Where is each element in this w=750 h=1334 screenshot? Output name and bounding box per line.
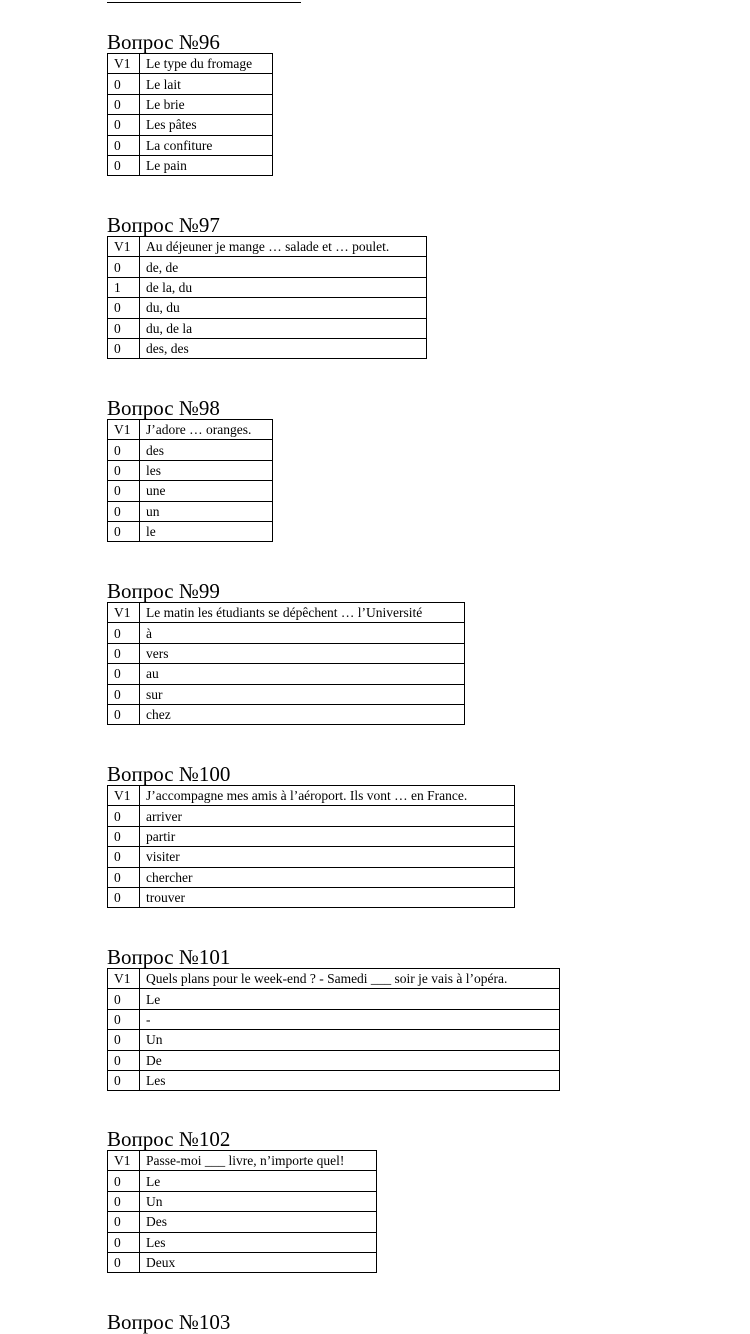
table-row xyxy=(108,74,273,94)
table-cell: 0 xyxy=(108,826,140,846)
table-cell: Le matin les étudiants se dépêchent … l’Université xyxy=(140,603,465,623)
table-cell: 0 xyxy=(108,298,140,318)
table-row xyxy=(108,1171,377,1191)
table-cell: 0 xyxy=(108,94,140,114)
table-header-row xyxy=(108,603,465,623)
table-cell: Un xyxy=(140,1191,377,1211)
table-cell: Un xyxy=(140,1030,560,1050)
table-row xyxy=(108,155,273,175)
table-cell: sur xyxy=(140,684,465,704)
question-101 xyxy=(107,946,560,1091)
table-cell: le xyxy=(140,521,273,541)
table-cell: visiter xyxy=(140,847,515,867)
table-cell: de, de xyxy=(140,257,427,277)
table-row xyxy=(108,826,515,846)
table-cell: La confiture xyxy=(140,135,273,155)
table-cell: 0 xyxy=(108,1191,140,1211)
table-cell: Passe-moi ___ livre, n’importe quel! xyxy=(140,1151,377,1171)
question-100 xyxy=(107,763,515,908)
table-cell: 0 xyxy=(108,135,140,155)
table-cell: J’adore … oranges. xyxy=(140,420,273,440)
table-cell: Le brie xyxy=(140,94,273,114)
question-102 xyxy=(107,1128,377,1273)
answer-table xyxy=(107,1150,377,1273)
table-row xyxy=(108,1252,377,1272)
table-row xyxy=(108,521,273,541)
table-cell: De xyxy=(140,1050,560,1070)
table-cell: 0 xyxy=(108,1070,140,1090)
table-row xyxy=(108,501,273,521)
table-cell: Le xyxy=(140,1171,377,1191)
table-cell: 0 xyxy=(108,806,140,826)
top-rule xyxy=(107,0,301,3)
table-cell: 0 xyxy=(108,440,140,460)
table-cell: 0 xyxy=(108,1050,140,1070)
question-title: Вопрос №96 xyxy=(107,30,220,54)
table-cell: 0 xyxy=(108,481,140,501)
table-cell: 0 xyxy=(108,115,140,135)
table-row xyxy=(108,847,515,867)
question-103 xyxy=(107,1311,230,1333)
table-cell: 1 xyxy=(108,277,140,297)
table-cell: 0 xyxy=(108,704,140,724)
table-row xyxy=(108,643,465,663)
question-title: Вопрос №102 xyxy=(107,1127,231,1151)
table-cell: une xyxy=(140,481,273,501)
table-cell: 0 xyxy=(108,664,140,684)
table-row xyxy=(108,135,273,155)
table-cell: 0 xyxy=(108,74,140,94)
table-cell: - xyxy=(140,1009,560,1029)
table-cell: 0 xyxy=(108,155,140,175)
table-header-row xyxy=(108,786,515,806)
table-row xyxy=(108,704,465,724)
table-cell: 0 xyxy=(108,643,140,663)
table-cell: du, de la xyxy=(140,318,427,338)
table-row xyxy=(108,318,427,338)
answer-table xyxy=(107,419,273,542)
question-title: Вопрос №101 xyxy=(107,945,231,969)
table-cell: V1 xyxy=(108,786,140,806)
table-row xyxy=(108,115,273,135)
table-cell: 0 xyxy=(108,1171,140,1191)
table-row xyxy=(108,440,273,460)
table-cell: V1 xyxy=(108,969,140,989)
question-97 xyxy=(107,214,427,359)
table-row xyxy=(108,1050,560,1070)
table-cell: chercher xyxy=(140,867,515,887)
question-99 xyxy=(107,580,465,725)
table-row xyxy=(108,277,427,297)
table-row xyxy=(108,481,273,501)
table-header-row xyxy=(108,237,427,257)
answer-table xyxy=(107,785,515,908)
table-row xyxy=(108,1070,560,1090)
table-cell: 0 xyxy=(108,501,140,521)
table-cell: 0 xyxy=(108,1030,140,1050)
table-row xyxy=(108,1030,560,1050)
table-cell: 0 xyxy=(108,1252,140,1272)
table-cell: 0 xyxy=(108,1212,140,1232)
table-cell: 0 xyxy=(108,847,140,867)
table-header-row xyxy=(108,1151,377,1171)
question-98 xyxy=(107,397,273,542)
table-row xyxy=(108,867,515,887)
table-cell: 0 xyxy=(108,684,140,704)
table-cell: Le lait xyxy=(140,74,273,94)
question-96 xyxy=(107,31,273,176)
answer-table xyxy=(107,602,465,725)
table-cell: 0 xyxy=(108,989,140,1009)
table-row xyxy=(108,1212,377,1232)
table-header-row xyxy=(108,420,273,440)
question-title: Вопрос №100 xyxy=(107,762,231,786)
table-cell: 0 xyxy=(108,1009,140,1029)
table-cell: à xyxy=(140,623,465,643)
question-title: Вопрос №103 xyxy=(107,1310,231,1334)
table-cell: du, du xyxy=(140,298,427,318)
answer-table xyxy=(107,53,273,176)
table-cell: Au déjeuner je mange … salade et … poulet. xyxy=(140,237,427,257)
table-cell: 0 xyxy=(108,338,140,358)
question-title: Вопрос №98 xyxy=(107,396,220,420)
table-cell: arriver xyxy=(140,806,515,826)
table-header-row xyxy=(108,54,273,74)
table-row xyxy=(108,623,465,643)
table-row xyxy=(108,887,515,907)
table-cell: Le xyxy=(140,989,560,1009)
table-cell: 0 xyxy=(108,521,140,541)
table-cell: V1 xyxy=(108,1151,140,1171)
table-cell: trouver xyxy=(140,887,515,907)
table-cell: Le pain xyxy=(140,155,273,175)
table-cell: Quels plans pour le week-end ? - Samedi ___ soir je vais à l’opéra. xyxy=(140,969,560,989)
table-row xyxy=(108,1009,560,1029)
table-cell: 0 xyxy=(108,257,140,277)
table-row xyxy=(108,298,427,318)
answer-table xyxy=(107,968,560,1091)
table-cell: V1 xyxy=(108,237,140,257)
table-row xyxy=(108,684,465,704)
table-cell: J’accompagne mes amis à l’aéroport. Ils vont … en France. xyxy=(140,786,515,806)
table-cell: V1 xyxy=(108,420,140,440)
table-row xyxy=(108,806,515,826)
table-row xyxy=(108,1191,377,1211)
table-row xyxy=(108,989,560,1009)
table-cell: 0 xyxy=(108,318,140,338)
table-row xyxy=(108,1232,377,1252)
table-cell: un xyxy=(140,501,273,521)
table-cell: Le type du fromage xyxy=(140,54,273,74)
answer-table xyxy=(107,236,427,359)
table-cell: vers xyxy=(140,643,465,663)
table-row xyxy=(108,664,465,684)
table-cell: au xyxy=(140,664,465,684)
table-cell: Les xyxy=(140,1232,377,1252)
question-title: Вопрос №97 xyxy=(107,213,220,237)
table-header-row xyxy=(108,969,560,989)
table-row xyxy=(108,460,273,480)
table-row xyxy=(108,257,427,277)
table-cell: 0 xyxy=(108,867,140,887)
table-cell: 0 xyxy=(108,887,140,907)
table-cell: de la, du xyxy=(140,277,427,297)
table-cell: des, des xyxy=(140,338,427,358)
table-cell: chez xyxy=(140,704,465,724)
table-cell: 0 xyxy=(108,460,140,480)
table-cell: 0 xyxy=(108,623,140,643)
table-cell: des xyxy=(140,440,273,460)
table-cell: V1 xyxy=(108,54,140,74)
table-cell: partir xyxy=(140,826,515,846)
table-row xyxy=(108,338,427,358)
table-cell: Deux xyxy=(140,1252,377,1272)
table-cell: Les pâtes xyxy=(140,115,273,135)
table-cell: Les xyxy=(140,1070,560,1090)
table-cell: V1 xyxy=(108,603,140,623)
question-title: Вопрос №99 xyxy=(107,579,220,603)
table-cell: les xyxy=(140,460,273,480)
table-cell: Des xyxy=(140,1212,377,1232)
table-cell: 0 xyxy=(108,1232,140,1252)
table-row xyxy=(108,94,273,114)
